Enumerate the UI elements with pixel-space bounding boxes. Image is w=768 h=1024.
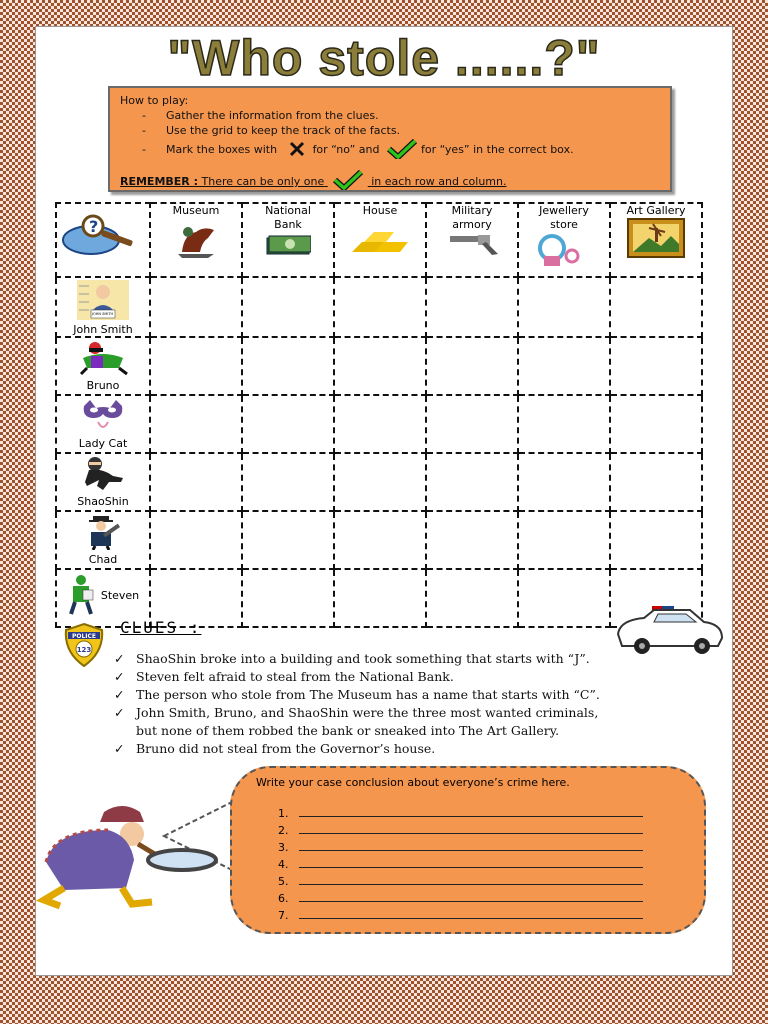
grid-cell[interactable] — [426, 453, 518, 511]
grid-cell[interactable] — [334, 395, 426, 453]
row-john-smith: JOHN SMITH John Smith — [56, 277, 150, 337]
grid-cell[interactable] — [426, 511, 518, 569]
clue-item: ✓ Bruno did not steal from the Governor’s house. — [114, 741, 436, 756]
grid-cell[interactable] — [150, 277, 242, 337]
checkmark-bullet-icon: ✓ — [114, 741, 125, 756]
revolver-icon — [448, 232, 502, 256]
svg-text:JOHN SMITH: JOHN SMITH — [92, 312, 114, 316]
money-stack-icon — [265, 232, 311, 258]
cross-mark-icon — [289, 141, 305, 157]
conclusion-line[interactable]: 2. — [278, 823, 643, 837]
clue-item-continued: but none of them robbed the bank or sneaked into The Art Gallery. — [136, 723, 560, 738]
grid-cell[interactable] — [242, 395, 334, 453]
column-museum: Museum — [150, 203, 242, 277]
grid-cell[interactable] — [334, 337, 426, 395]
grid-cell[interactable] — [242, 277, 334, 337]
grid-cell[interactable] — [610, 337, 702, 395]
grid-cell[interactable] — [426, 277, 518, 337]
masked-thief-icon — [73, 340, 133, 376]
grid-cell[interactable] — [150, 337, 242, 395]
remember-line: REMEMBER : There can be only one in each row and column. — [120, 170, 506, 190]
conclusion-line[interactable]: 1. — [278, 806, 643, 820]
column-military-armory: Military armory — [426, 203, 518, 277]
ninja-icon — [77, 456, 129, 492]
conclusion-heading: Write your case conclusion about everyone’s crime here. — [256, 776, 570, 789]
grid-cell[interactable] — [518, 453, 610, 511]
svg-text:?: ? — [89, 217, 99, 236]
how-to-item: - Mark the boxes with for “no” and for “yes” in the correct box. — [142, 139, 574, 159]
grid-cell[interactable] — [518, 337, 610, 395]
grid-cell[interactable] — [426, 569, 518, 627]
conclusion-line[interactable]: 5. — [278, 874, 643, 888]
statue-icon — [174, 220, 218, 260]
gangster-icon — [81, 514, 125, 550]
column-art-gallery: Art Gallery — [610, 203, 702, 277]
check-mark-icon — [332, 170, 364, 190]
svg-text:POLICE: POLICE — [71, 633, 97, 640]
clue-item: ✓ Steven felt afraid to steal from the National Bank. — [114, 669, 454, 684]
checkmark-bullet-icon: ✓ — [114, 687, 125, 702]
checkmark-bullet-icon: ✓ — [114, 669, 125, 684]
clues-list — [112, 650, 600, 758]
grid-cell[interactable] — [610, 277, 702, 337]
robber-icon — [67, 574, 97, 616]
conclusion-line[interactable]: 6. — [278, 891, 643, 905]
grid-cell[interactable] — [518, 569, 610, 627]
conclusion-line[interactable]: 3. — [278, 840, 643, 854]
mugshot-icon — [77, 280, 129, 320]
row-lady-cat: Lady Cat — [56, 395, 150, 453]
row-steven: Steven — [56, 569, 150, 627]
column-jewellery-store: Jewellery store — [518, 203, 610, 277]
grid-cell[interactable] — [150, 511, 242, 569]
grid-corner — [56, 203, 150, 277]
how-to-heading: How to play: — [120, 94, 189, 107]
painting-icon — [627, 218, 685, 258]
grid-cell[interactable] — [242, 511, 334, 569]
checkmark-bullet-icon: ✓ — [114, 651, 125, 666]
detective-icon — [34, 800, 234, 910]
grid-cell[interactable] — [518, 277, 610, 337]
how-to-item: - Use the grid to keep the track of the facts. — [142, 124, 401, 137]
grid-cell[interactable] — [242, 569, 334, 627]
grid-cell[interactable] — [610, 395, 702, 453]
checkmark-bullet-icon: ✓ — [114, 705, 125, 720]
jewellery-icon — [534, 232, 584, 268]
grid-cell[interactable] — [242, 337, 334, 395]
worksheet-title: "Who stole ......?" — [167, 30, 601, 86]
how-to-play-box — [108, 86, 672, 192]
conclusion-line[interactable]: 7. — [278, 908, 643, 922]
grid-cell[interactable] — [610, 453, 702, 511]
police-badge-icon — [62, 622, 106, 668]
conclusion-line[interactable]: 4. — [278, 857, 643, 871]
row-shaoshin: ShaoShin — [56, 453, 150, 511]
cat-mask-icon — [80, 398, 126, 434]
grid-cell[interactable] — [334, 569, 426, 627]
grid-cell[interactable] — [426, 337, 518, 395]
svg-text:123: 123 — [76, 646, 92, 654]
conclusion-bubble — [230, 766, 706, 934]
grid-cell[interactable] — [150, 395, 242, 453]
grid-cell[interactable] — [518, 511, 610, 569]
row-bruno: Bruno — [56, 337, 150, 395]
grid-cell[interactable] — [610, 511, 702, 569]
column-house: House — [334, 203, 426, 277]
grid-cell[interactable] — [150, 453, 242, 511]
grid-cell[interactable] — [242, 453, 334, 511]
grid-cell[interactable] — [334, 277, 426, 337]
grid-cell[interactable] — [334, 453, 426, 511]
grid-cell[interactable] — [334, 511, 426, 569]
police-car-icon — [614, 604, 724, 656]
clues-title: CLUES : — [120, 618, 202, 637]
gold-bars-icon — [348, 226, 412, 256]
magnifying-glass-icon — [61, 210, 141, 260]
how-to-item: - Gather the information from the clues. — [142, 109, 379, 122]
clue-item: ✓ John Smith, Bruno, and ShaoShin were the three most wanted criminals, — [114, 705, 599, 720]
column-national-bank: National Bank — [242, 203, 334, 277]
row-chad: Chad — [56, 511, 150, 569]
clue-item: ✓ ShaoShin broke into a building and took something that starts with “J”. — [114, 651, 590, 666]
clue-item: ✓ The person who stole from The Museum has a name that starts with “C”. — [114, 687, 600, 702]
grid-cell[interactable] — [518, 395, 610, 453]
logic-grid — [55, 202, 703, 628]
check-mark-icon — [387, 139, 417, 159]
grid-cell[interactable] — [426, 395, 518, 453]
